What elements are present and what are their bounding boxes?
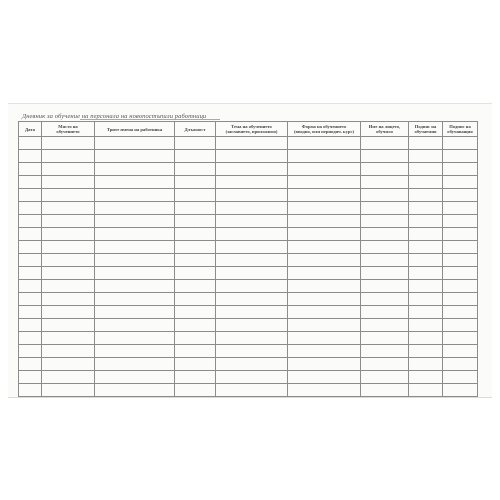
table-cell[interactable] xyxy=(175,176,216,189)
table-cell[interactable] xyxy=(409,137,443,150)
table-cell[interactable] xyxy=(216,189,288,202)
table-cell[interactable] xyxy=(361,293,409,306)
table-row xyxy=(19,267,478,280)
table-cell[interactable] xyxy=(216,137,288,150)
table-cell[interactable] xyxy=(409,345,443,358)
table-cell[interactable] xyxy=(42,280,95,293)
column-header-topic: Тема на обучението (заглавието, приложимо) xyxy=(216,122,288,137)
column-header-position: Длъжност xyxy=(175,122,216,137)
table-row xyxy=(19,189,478,202)
table-cell[interactable] xyxy=(19,176,42,189)
table-cell[interactable] xyxy=(288,176,361,189)
table-cell[interactable] xyxy=(443,358,478,371)
table-cell[interactable] xyxy=(443,163,478,176)
table-row xyxy=(19,319,478,332)
table-cell[interactable] xyxy=(42,384,95,397)
table-cell[interactable] xyxy=(95,228,175,241)
table-cell[interactable] xyxy=(409,280,443,293)
table-cell[interactable] xyxy=(288,332,361,345)
table-cell[interactable] xyxy=(288,306,361,319)
table-cell[interactable] xyxy=(361,228,409,241)
table-cell[interactable] xyxy=(95,267,175,280)
table-cell[interactable] xyxy=(175,332,216,345)
table-row xyxy=(19,176,478,189)
table-cell[interactable] xyxy=(216,332,288,345)
table-cell[interactable] xyxy=(288,267,361,280)
table-cell[interactable] xyxy=(361,371,409,384)
table-row xyxy=(19,215,478,228)
table-cell[interactable] xyxy=(288,280,361,293)
table-cell[interactable] xyxy=(409,163,443,176)
table-cell[interactable] xyxy=(216,345,288,358)
table-cell[interactable] xyxy=(216,163,288,176)
table-cell[interactable] xyxy=(95,202,175,215)
table-cell[interactable] xyxy=(409,254,443,267)
table-cell[interactable] xyxy=(288,293,361,306)
table-cell[interactable] xyxy=(42,202,95,215)
table-cell[interactable] xyxy=(409,228,443,241)
table-cell[interactable] xyxy=(42,163,95,176)
table-cell[interactable] xyxy=(443,176,478,189)
table-cell[interactable] xyxy=(409,306,443,319)
table-cell[interactable] xyxy=(175,293,216,306)
table-cell[interactable] xyxy=(42,137,95,150)
table-cell[interactable] xyxy=(288,163,361,176)
table-cell[interactable] xyxy=(95,384,175,397)
table-cell[interactable] xyxy=(361,358,409,371)
table-cell[interactable] xyxy=(443,345,478,358)
table-cell[interactable] xyxy=(288,241,361,254)
table-cell[interactable] xyxy=(19,358,42,371)
table-cell[interactable] xyxy=(175,280,216,293)
table-cell[interactable] xyxy=(409,267,443,280)
table-cell[interactable] xyxy=(216,215,288,228)
table-cell[interactable] xyxy=(42,189,95,202)
table-cell[interactable] xyxy=(443,215,478,228)
table-cell[interactable] xyxy=(443,332,478,345)
table-cell[interactable] xyxy=(409,371,443,384)
table-cell[interactable] xyxy=(288,384,361,397)
table-cell[interactable] xyxy=(19,280,42,293)
table-cell[interactable] xyxy=(216,371,288,384)
table-cell[interactable] xyxy=(361,241,409,254)
table-cell[interactable] xyxy=(95,280,175,293)
table-cell[interactable] xyxy=(443,241,478,254)
table-cell[interactable] xyxy=(175,137,216,150)
table-cell[interactable] xyxy=(19,371,42,384)
table-cell[interactable] xyxy=(42,358,95,371)
table-cell[interactable] xyxy=(216,228,288,241)
table-cell[interactable] xyxy=(95,215,175,228)
table-cell[interactable] xyxy=(361,306,409,319)
table-cell[interactable] xyxy=(42,267,95,280)
table-row xyxy=(19,332,478,345)
table-cell[interactable] xyxy=(288,319,361,332)
table-cell[interactable] xyxy=(361,150,409,163)
table-cell[interactable] xyxy=(361,137,409,150)
table-cell[interactable] xyxy=(361,345,409,358)
table-cell[interactable] xyxy=(288,202,361,215)
table-cell[interactable] xyxy=(19,267,42,280)
table-cell[interactable] xyxy=(95,332,175,345)
table-cell[interactable] xyxy=(19,345,42,358)
table-cell[interactable] xyxy=(42,371,95,384)
table-cell[interactable] xyxy=(443,280,478,293)
table-cell[interactable] xyxy=(19,163,42,176)
table-cell[interactable] xyxy=(175,371,216,384)
table-cell[interactable] xyxy=(175,228,216,241)
table-row xyxy=(19,202,478,215)
table-cell[interactable] xyxy=(42,150,95,163)
table-cell[interactable] xyxy=(95,176,175,189)
table-cell[interactable] xyxy=(216,293,288,306)
table-cell[interactable] xyxy=(288,228,361,241)
table-row xyxy=(19,228,478,241)
table-cell[interactable] xyxy=(19,202,42,215)
column-header-place: Място на обучението xyxy=(42,122,95,137)
table-cell[interactable] xyxy=(443,137,478,150)
table-cell[interactable] xyxy=(288,215,361,228)
table-cell[interactable] xyxy=(443,306,478,319)
table-cell[interactable] xyxy=(216,267,288,280)
table-cell[interactable] xyxy=(216,358,288,371)
table-row xyxy=(19,293,478,306)
table-cell[interactable] xyxy=(409,189,443,202)
table-cell[interactable] xyxy=(175,241,216,254)
column-header-employee-name: Трите имена на работника xyxy=(95,122,175,137)
table-cell[interactable] xyxy=(19,241,42,254)
table-cell[interactable] xyxy=(216,306,288,319)
table-cell[interactable] xyxy=(361,163,409,176)
table-row xyxy=(19,345,478,358)
table-cell[interactable] xyxy=(95,371,175,384)
table-cell[interactable] xyxy=(19,189,42,202)
table-cell[interactable] xyxy=(361,176,409,189)
table-cell[interactable] xyxy=(409,319,443,332)
table-row xyxy=(19,306,478,319)
table-cell[interactable] xyxy=(443,319,478,332)
table-cell[interactable] xyxy=(19,215,42,228)
table-row xyxy=(19,163,478,176)
table-cell[interactable] xyxy=(443,228,478,241)
table-cell[interactable] xyxy=(42,176,95,189)
table-cell[interactable] xyxy=(409,215,443,228)
table-cell[interactable] xyxy=(175,384,216,397)
table-cell[interactable] xyxy=(95,319,175,332)
table-cell[interactable] xyxy=(175,150,216,163)
table-cell[interactable] xyxy=(288,189,361,202)
table-cell[interactable] xyxy=(95,345,175,358)
table-cell[interactable] xyxy=(288,137,361,150)
table-cell[interactable] xyxy=(175,202,216,215)
column-header-trainer-signature: Подпис на обучаващия xyxy=(443,122,478,137)
training-journal-table xyxy=(18,121,478,397)
table-cell[interactable] xyxy=(175,189,216,202)
table-cell[interactable] xyxy=(95,189,175,202)
table-cell[interactable] xyxy=(409,384,443,397)
table-cell[interactable] xyxy=(288,254,361,267)
table-cell[interactable] xyxy=(361,332,409,345)
table-cell[interactable] xyxy=(216,176,288,189)
table-cell[interactable] xyxy=(95,150,175,163)
table-cell[interactable] xyxy=(443,150,478,163)
table-cell[interactable] xyxy=(95,163,175,176)
table-row xyxy=(19,254,478,267)
table-cell[interactable] xyxy=(216,384,288,397)
table-cell[interactable] xyxy=(19,384,42,397)
table-cell[interactable] xyxy=(175,267,216,280)
table-cell[interactable] xyxy=(409,176,443,189)
table-cell[interactable] xyxy=(443,293,478,306)
table-cell[interactable] xyxy=(95,306,175,319)
table-row xyxy=(19,384,478,397)
table-cell[interactable] xyxy=(443,384,478,397)
column-header-instructor: Име на лицето, обучило xyxy=(361,122,409,137)
table-header-row xyxy=(19,122,478,137)
table-row xyxy=(19,137,478,150)
table-cell[interactable] xyxy=(443,371,478,384)
title-underline xyxy=(80,119,220,120)
table-cell[interactable] xyxy=(19,254,42,267)
table-cell[interactable] xyxy=(409,332,443,345)
table-cell[interactable] xyxy=(409,358,443,371)
column-header-form: Форма на обучението (вводно, или периодич. курс) xyxy=(288,122,361,137)
table-cell[interactable] xyxy=(443,254,478,267)
document-title: Дневник за обучение на персонала на новопостъпили работници xyxy=(22,113,207,120)
table-cell[interactable] xyxy=(409,202,443,215)
table-cell[interactable] xyxy=(361,267,409,280)
table-cell[interactable] xyxy=(361,215,409,228)
table-cell[interactable] xyxy=(443,202,478,215)
table-cell[interactable] xyxy=(19,319,42,332)
table-cell[interactable] xyxy=(175,358,216,371)
table-row xyxy=(19,280,478,293)
table-cell[interactable] xyxy=(175,215,216,228)
table-cell[interactable] xyxy=(42,228,95,241)
table-cell[interactable] xyxy=(409,241,443,254)
table-cell[interactable] xyxy=(361,189,409,202)
table-cell[interactable] xyxy=(95,293,175,306)
table-cell[interactable] xyxy=(361,280,409,293)
column-header-trainee-signature: Подпис на обучаемия xyxy=(409,122,443,137)
table-cell[interactable] xyxy=(216,202,288,215)
table-cell[interactable] xyxy=(175,254,216,267)
table-cell[interactable] xyxy=(288,345,361,358)
table-cell[interactable] xyxy=(216,319,288,332)
table-cell[interactable] xyxy=(361,254,409,267)
table-cell[interactable] xyxy=(42,254,95,267)
table-cell[interactable] xyxy=(175,163,216,176)
table-cell[interactable] xyxy=(443,189,478,202)
table-cell[interactable] xyxy=(19,306,42,319)
table-cell[interactable] xyxy=(42,332,95,345)
table-cell[interactable] xyxy=(19,228,42,241)
table-cell[interactable] xyxy=(216,241,288,254)
table-cell[interactable] xyxy=(361,202,409,215)
table-cell[interactable] xyxy=(19,332,42,345)
table-body xyxy=(19,137,478,397)
table-cell[interactable] xyxy=(409,150,443,163)
table-cell[interactable] xyxy=(288,371,361,384)
table-cell[interactable] xyxy=(409,293,443,306)
table-cell[interactable] xyxy=(42,319,95,332)
table-cell[interactable] xyxy=(175,345,216,358)
table-cell[interactable] xyxy=(216,280,288,293)
table-row xyxy=(19,358,478,371)
table-cell[interactable] xyxy=(288,150,361,163)
table-cell[interactable] xyxy=(175,319,216,332)
table-cell[interactable] xyxy=(42,293,95,306)
table-cell[interactable] xyxy=(95,137,175,150)
table-cell[interactable] xyxy=(95,241,175,254)
table-cell[interactable] xyxy=(42,215,95,228)
table-cell[interactable] xyxy=(95,254,175,267)
table-cell[interactable] xyxy=(95,358,175,371)
column-header-date: Дата xyxy=(19,122,42,137)
table-cell[interactable] xyxy=(361,384,409,397)
table-cell[interactable] xyxy=(443,267,478,280)
table-cell[interactable] xyxy=(361,319,409,332)
table-cell[interactable] xyxy=(216,150,288,163)
table-cell[interactable] xyxy=(19,293,42,306)
table-cell[interactable] xyxy=(42,345,95,358)
table-row xyxy=(19,150,478,163)
table-row xyxy=(19,241,478,254)
table-cell[interactable] xyxy=(19,150,42,163)
table-cell[interactable] xyxy=(42,241,95,254)
table-cell[interactable] xyxy=(42,306,95,319)
table-cell[interactable] xyxy=(216,254,288,267)
table-cell[interactable] xyxy=(288,358,361,371)
table-cell[interactable] xyxy=(19,137,42,150)
table-row xyxy=(19,371,478,384)
table-cell[interactable] xyxy=(175,306,216,319)
